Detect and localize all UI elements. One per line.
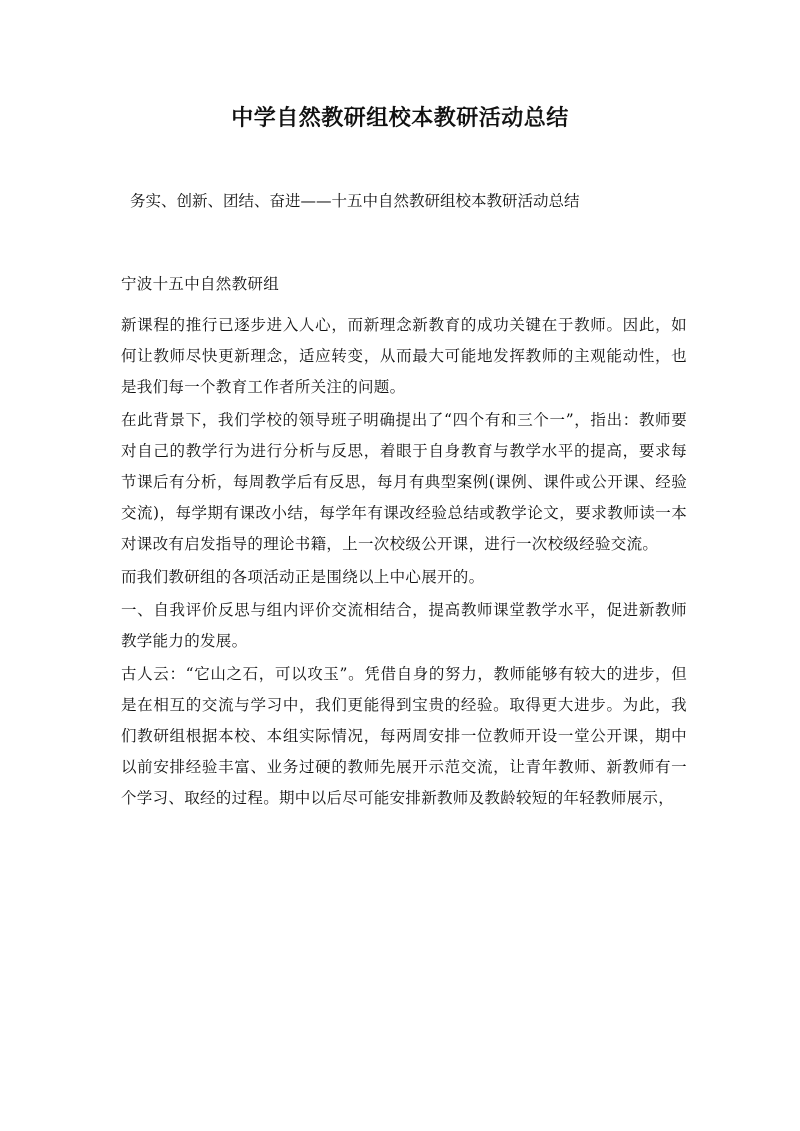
document-body — [121, 269, 687, 816]
author-line: 宁波十五中自然教研组 — [121, 275, 280, 293]
paragraph: 而我们教研组的各项活动正是围绕以上中心展开的。 — [121, 568, 485, 586]
paragraph: 古人云：“它山之石，可以攻玉”。凭借自身的努力，教师能够有较大的进步，但是在相互的交流与学习中，我们更能得到宝贵的经验。取得更大进步。为此，我们教研组根据本校、本组实际情况，每两周安排一位教师开设一堂公开课，期中以前安排经验丰富、业务过硬的教师先展开示范交流，让青年教师、新教师有一个学习、取经的过程。期中以后尽可能安排新教师及教龄较短的年轻教师展示， — [121, 665, 687, 807]
document-title: 中学自然教研组校本教研活动总结 — [231, 105, 569, 131]
paragraph: 新课程的推行已逐步进入人心，而新理念新教育的成功关键在于教师。因此，如何让教师尽快更新理念，适应转变，从而最大可能地发挥教师的主观能动性，也是我们每一个教育工作者所关注的问题。 — [121, 316, 687, 396]
document-subtitle: 务实、创新、团结、奋进——十五中自然教研组校本教研活动总结 — [130, 192, 580, 210]
section-heading: 一、自我评价反思与组内评价交流相结合，提高教师课堂教学水平，促进新教师教学能力的发展。 — [121, 601, 687, 650]
paragraph: 在此背景下，我们学校的领导班子明确提出了“四个有和三个一”，指出：教师要对自己的教学行为进行分析与反思，着眼于自身教育与教学水平的提高，要求每节课后有分析，每周教学后有反思，每月有典型案例(课例、课件或公开课、经验交流)，每学期有课改小结，每学年有课改经验总结或教学论文，要求教师读一本对课改有启发指导的理论书籍，上一次校级公开课，进行一次校级经验交流。 — [121, 411, 687, 553]
